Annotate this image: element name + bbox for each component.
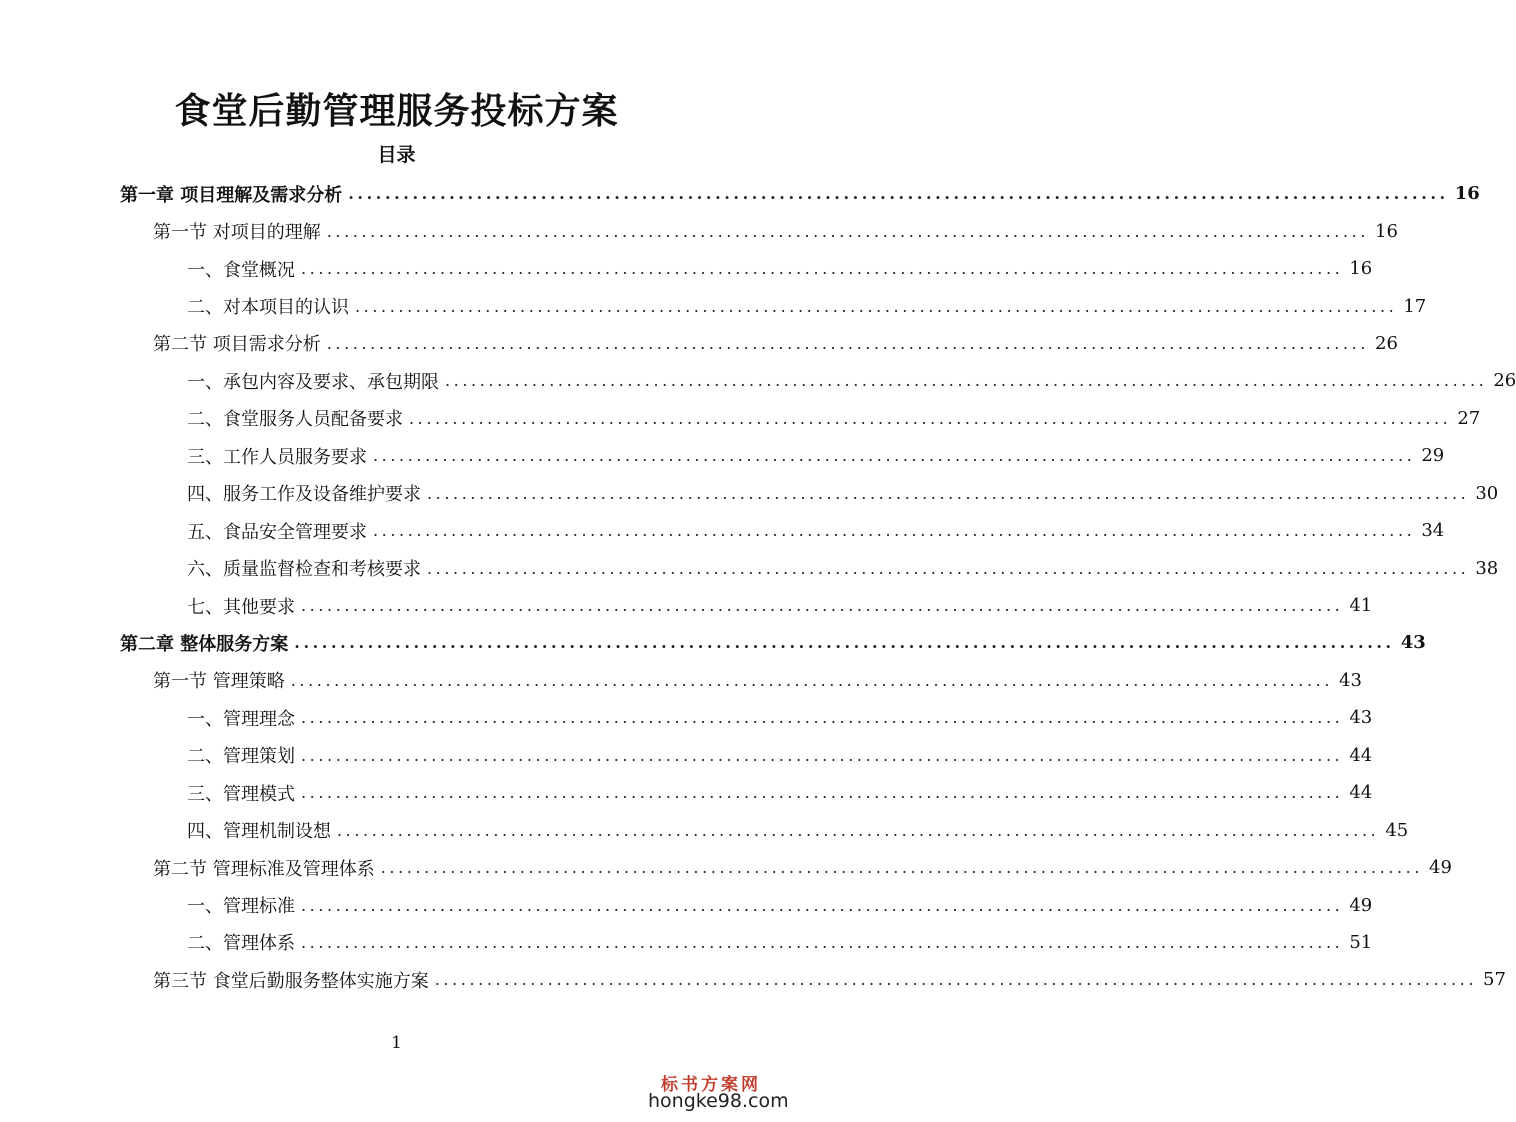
watermark-text: 标书方案网 [661,1075,761,1095]
toc-item-entry [0,250,1373,287]
toc-item-entry [0,475,1499,512]
toc-dot-leader: ........................................................................................................................ [301,259,1344,279]
toc-entry-page: 17 [1403,295,1427,317]
toc-entry-page: 34 [1421,520,1445,542]
toc-entry-page: 44 [1349,782,1373,804]
toc-section-entry [0,849,1452,886]
toc-entry-label: 二、管理体系 [187,929,301,955]
toc-entry-label: 三、管理模式 [187,780,301,806]
toc-dot-leader: ........................................................................................................................ [290,670,1334,690]
toc-dot-leader: ........................................................................................................................ [326,221,1370,241]
toc-entry-page: 16 [1375,220,1398,242]
toc-entry-label: 一、承包内容及要求、承包期限 [187,368,445,394]
toc-entry-label: 二、食堂服务人员配备要求 [187,405,409,431]
toc-dot-leader: ........................................................................................................................ [445,371,1488,391]
toc-dot-leader: ........................................................................................................................ [434,970,1478,990]
toc-item-entry [0,512,1445,549]
toc-entry-label: 一、管理标准 [187,892,301,918]
toc-entry-page: 41 [1349,595,1373,617]
toc-section-entry [0,662,1362,699]
toc-section-entry [0,212,1398,249]
toc-entry-page: 26 [1375,332,1398,354]
toc-entry-label: 第二节 管理标准及管理体系 [153,855,381,881]
toc-entry-label: 第二章 整体服务方案 [120,630,294,656]
toc-entry-page: 49 [1429,857,1452,879]
toc-entry-label: 二、管理策划 [187,742,301,768]
document-title: 食堂后勤管理服务投标方案 [174,90,619,132]
toc-dot-leader: ........................................................................................................................ [301,745,1344,765]
toc-dot-leader: ........................................................................................................................ [301,596,1344,616]
toc-entry-label: 第一章 项目理解及需求分析 [120,181,348,207]
toc-entry-page: 49 [1349,894,1373,916]
toc-item-entry [0,737,1373,774]
toc-entry-page: 27 [1457,407,1481,429]
toc-item-entry [0,811,1409,848]
toc-entry-label: 四、管理机制设想 [187,817,337,843]
toc-item-entry [0,400,1481,437]
toc-entry-page: 44 [1349,744,1373,766]
toc-item-entry [0,587,1373,624]
toc-item-entry [0,287,1427,324]
toc-entry-page: 16 [1454,183,1480,205]
toc-entry-label: 一、食堂概况 [187,256,301,282]
toc-entry-page: 29 [1421,445,1445,467]
toc-item-entry [0,774,1373,811]
toc-dot-leader: ........................................................................................................................ [301,783,1344,803]
toc-entry-page: 16 [1349,258,1373,280]
toc-dot-leader: ........................................................................................................................ [326,333,1370,353]
toc-entry-page: 43 [1339,669,1362,691]
toc-entry-label: 四、服务工作及设备维护要求 [187,480,427,506]
toc-dot-leader: ........................................................................................................................ [373,446,1416,466]
toc-chapter-entry [0,624,1426,661]
toc-entry-page: 43 [1400,632,1426,654]
toc-dot-leader: ........................................................................................................................ [373,521,1416,541]
toc-entry-page: 43 [1349,707,1373,729]
toc-dot-leader: ........................................................................................................................ [380,858,1424,878]
toc-dot-leader: ........................................................................................................................ [301,895,1344,915]
toc-entry-page: 26 [1493,370,1516,392]
toc-entry-label: 二、对本项目的认识 [187,293,355,319]
toc-dot-leader: ........................................................................................................................ [294,633,1395,653]
toc-dot-leader: ........................................................................................................................ [301,932,1344,952]
toc-entry-label: 七、其他要求 [187,593,301,619]
toc-entry-label: 一、管理理念 [187,705,301,731]
toc-item-entry [0,924,1373,961]
toc-entry-label: 六、质量监督检查和考核要求 [187,555,427,581]
toc-entry-label: 五、食品安全管理要求 [187,518,373,544]
toc-dot-leader: ........................................................................................................................ [427,558,1470,578]
toc-entry-label: 第三节 食堂后勤服务整体实施方案 [153,967,435,993]
watermark-url: hongke98.com [648,1090,789,1112]
toc-entry-page: 57 [1483,969,1506,991]
toc-entry-label: 第一节 管理策略 [153,667,291,693]
toc-heading: 目录 [377,144,416,166]
table-of-contents [0,175,1516,999]
toc-section-entry [0,961,1506,998]
toc-entry-page: 30 [1475,482,1499,504]
toc-dot-leader: ........................................................................................................................ [348,184,1449,204]
toc-item-entry [0,549,1499,586]
toc-entry-label: 第一节 对项目的理解 [153,218,327,244]
toc-dot-leader: ........................................................................................................................ [427,483,1470,503]
toc-entry-label: 三、工作人员服务要求 [187,443,373,469]
toc-item-entry [0,362,1516,399]
toc-entry-page: 45 [1385,819,1409,841]
toc-chapter-entry [0,175,1480,212]
toc-item-entry [0,437,1445,474]
toc-entry-page: 38 [1475,557,1499,579]
toc-entry-page: 51 [1349,931,1373,953]
toc-dot-leader: ........................................................................................................................ [355,296,1398,316]
page-number: 1 [391,1033,402,1053]
toc-dot-leader: ........................................................................................................................ [301,708,1344,728]
toc-section-entry [0,325,1398,362]
toc-item-entry [0,699,1373,736]
toc-dot-leader: ........................................................................................................................ [409,408,1452,428]
toc-dot-leader: ........................................................................................................................ [337,820,1380,840]
toc-entry-label: 第二节 项目需求分析 [153,330,327,356]
toc-item-entry [0,886,1373,923]
